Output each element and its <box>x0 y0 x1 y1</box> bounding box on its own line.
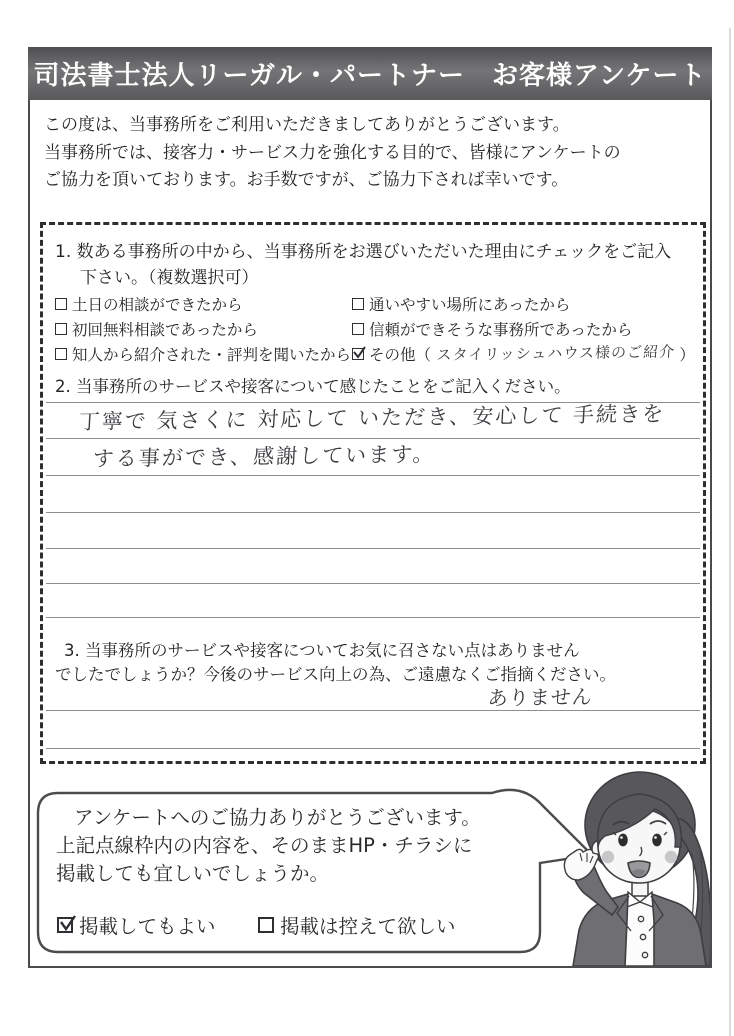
q1-option-weekend[interactable] <box>55 293 243 315</box>
q1-option-label: 土日の相談ができたから <box>72 296 243 314</box>
answer-rule-line <box>46 748 700 749</box>
q2-handwritten-answer-line1: 丁寧で 気さくに 対応して いただき、安心して 手続きを <box>78 401 666 435</box>
answer-rule-line <box>46 548 700 549</box>
publish-text-line2: 上記点線枠内の内容を、そのままHP・チラシに <box>56 834 473 857</box>
shirt-button <box>640 934 645 939</box>
q1-other-label: その他（ <box>369 346 432 364</box>
answer-rule-line <box>46 617 700 618</box>
check-icon <box>352 345 368 360</box>
answer-rule-line <box>46 512 700 513</box>
intro-line: この度は、当事務所をご利用いただきましてありがとうございます。 <box>44 115 570 135</box>
eye-glint <box>620 836 623 839</box>
answer-rule-line <box>46 475 700 476</box>
checkbox-location[interactable] <box>352 298 364 310</box>
q1-option-location[interactable] <box>352 293 570 315</box>
q3-heading-line2: でしたでしょうか？今後のサービス向上の為、ご遠慮なくご指摘ください。 <box>55 665 616 684</box>
eye-right <box>652 834 662 847</box>
q1-other-close-paren: ） <box>679 346 695 364</box>
publish-option-label: 掲載してもよい <box>79 915 216 938</box>
q2-heading: 2. 当事務所のサービスや接客について感じたことをご記入ください。 <box>55 377 571 396</box>
blush-left <box>602 851 614 863</box>
blush-right <box>665 851 677 863</box>
q1-option-referral[interactable] <box>55 343 351 365</box>
shirt-button <box>638 916 643 921</box>
shirt-button <box>642 952 647 957</box>
receptionist-woman-illustration <box>542 763 710 966</box>
checkbox-free-consult[interactable] <box>55 323 67 335</box>
answer-rule-line <box>46 583 700 584</box>
q1-option-free-consult[interactable] <box>55 318 258 340</box>
publish-option-label: 掲載は控えて欲しい <box>280 915 456 938</box>
form-title-bar <box>28 47 712 100</box>
q3-heading-line1: 3. 当事務所のサービスや接客についてお気に召さない点はありません <box>64 641 580 660</box>
q1-option-label: 初回無料相談であったから <box>72 321 258 339</box>
publish-option-allow[interactable] <box>57 911 216 939</box>
intro-line: 当事務所では、接客力・サービス力を強化する目的で、皆様にアンケートの <box>44 142 621 163</box>
q1-option-label: 通いやすい場所にあったから <box>369 296 571 314</box>
intro-text <box>44 112 689 195</box>
eye-left <box>618 834 628 847</box>
answer-rule-line <box>46 710 700 711</box>
checkbox-other[interactable] <box>352 348 364 360</box>
publish-text-line1: アンケートへのご協力ありがとうございます。 <box>74 806 481 829</box>
q2-handwritten-answer-line2: する事ができ、感謝しています。 <box>92 442 437 472</box>
check-icon <box>58 913 78 932</box>
q1-other-handwritten-answer: スタイリッシュハウス様のご紹介 <box>436 342 676 364</box>
checkbox-referral[interactable] <box>55 348 67 360</box>
checkbox-publish-allow[interactable] <box>57 917 73 933</box>
q1-heading-line1: 1. 数ある事務所の中から、当事務所をお選びいただいた理由にチェックをご記入 <box>55 242 672 262</box>
q1-heading-line2: 下さい。（複数選択可） <box>80 268 259 288</box>
checkbox-weekend[interactable] <box>55 298 67 310</box>
publish-option-decline[interactable] <box>258 911 456 939</box>
checkbox-trust[interactable] <box>352 323 364 335</box>
q1-option-other[interactable] <box>352 343 695 365</box>
q1-option-trust[interactable] <box>352 318 632 340</box>
q1-option-label: 知人から紹介された・評判を聞いたから <box>72 346 352 364</box>
eye-glint <box>654 836 657 839</box>
form-title: 司法書士法人リーガル・パートナー お客様アンケート <box>33 61 707 91</box>
scan-edge-artifact <box>729 28 731 1036</box>
q1-option-label: 信頼ができそうな事務所であったから <box>369 321 633 339</box>
publish-text-line3: 掲載しても宜しいでしょうか。 <box>56 862 330 885</box>
q3-handwritten-answer: ありません <box>487 684 594 711</box>
checkbox-publish-decline[interactable] <box>258 917 274 933</box>
intro-line: ご協力を頂いております。お手数ですが、ご協力下されば幸いです。 <box>44 170 569 190</box>
